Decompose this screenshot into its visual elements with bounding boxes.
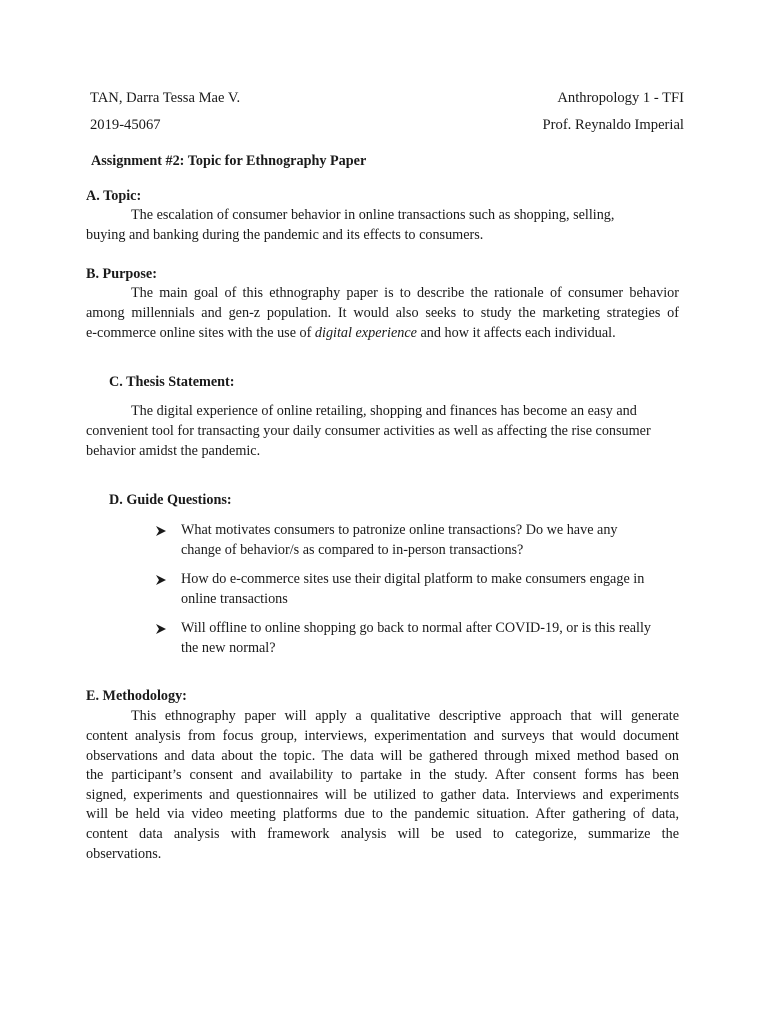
methodology-line-1: This ethnography paper will apply a qualitative descriptive approach that will generate: [131, 708, 679, 724]
arrow-bullet-icon: [155, 574, 167, 586]
methodology-heading: E. Methodology:: [86, 688, 187, 704]
thesis-line-2: convenient tool for transacting your daily consumer activities as well as affecting the rise consumer: [86, 423, 651, 439]
guide-question-1-line-1: What motivates consumers to patronize online transactions? Do we have any: [181, 522, 618, 538]
guide-questions-heading: D. Guide Questions:: [109, 492, 232, 508]
methodology-line-8: observations.: [86, 846, 162, 862]
student-id: 2019-45067: [90, 117, 161, 133]
arrow-bullet-icon: [155, 525, 167, 537]
arrow-bullet-icon: [155, 623, 167, 635]
thesis-line-3: behavior amidst the pandemic.: [86, 443, 261, 459]
topic-line-2: buying and banking during the pandemic and its effects to consumers.: [86, 227, 484, 243]
purpose-line-3: [86, 325, 616, 342]
topic-heading: A. Topic:: [86, 188, 142, 204]
guide-question-2-line-1: How do e-commerce sites use their digital platform to make consumers engage in: [181, 571, 645, 587]
purpose-line-3-post: and how it affects each individual.: [416, 325, 616, 341]
purpose-line-3-pre: e-commerce online sites with the use of: [86, 325, 315, 341]
guide-question-2-line-2: online transactions: [181, 591, 288, 607]
purpose-line-1: The main goal of this ethnography paper is to describe the rationale of consumer behavior: [131, 285, 679, 301]
assignment-title: Assignment #2: Topic for Ethnography Paper: [91, 153, 367, 169]
methodology-line-2: content analysis from focus group, interviews, experimentation and surveys that would document: [86, 728, 679, 744]
methodology-line-6: will be held via video meeting platforms due to the pandemic situation. After gathering of data,: [86, 806, 679, 822]
thesis-line-1: The digital experience of online retailing, shopping and finances has become an easy and: [131, 403, 637, 419]
student-name: TAN, Darra Tessa Mae V.: [90, 90, 241, 106]
purpose-line-2: among millennials and gen-z population. It would also seeks to study the marketing strategies of: [86, 305, 679, 321]
guide-question-3-line-1: Will offline to online shopping go back to normal after COVID-19, or is this really: [181, 620, 652, 636]
methodology-line-5: signed, experiments and questionnaires will be utilized to gather data. Interviews and experiments: [86, 787, 679, 803]
purpose-heading: B. Purpose:: [86, 266, 157, 282]
methodology-line-7: content data analysis with framework analysis will be used to categorize, summarize the: [86, 826, 679, 842]
guide-question-1-line-2: change of behavior/s as compared to in-person transactions?: [181, 542, 524, 558]
purpose-line-3-emphasis: digital experience: [314, 325, 417, 341]
methodology-line-3: observations and data about the topic. The data will be gathered through mixed method based on: [86, 748, 679, 764]
guide-question-3-line-2: the new normal?: [181, 640, 276, 656]
methodology-line-4: the participant’s consent and availability to partake in the study. After consent forms has been: [86, 767, 679, 783]
professor-name: Prof. Reynaldo Imperial: [542, 117, 684, 133]
topic-line-1: The escalation of consumer behavior in online transactions such as shopping, selling,: [131, 207, 615, 223]
thesis-heading: C. Thesis Statement:: [109, 374, 235, 390]
course-name: Anthropology 1 - TFI: [557, 90, 684, 106]
